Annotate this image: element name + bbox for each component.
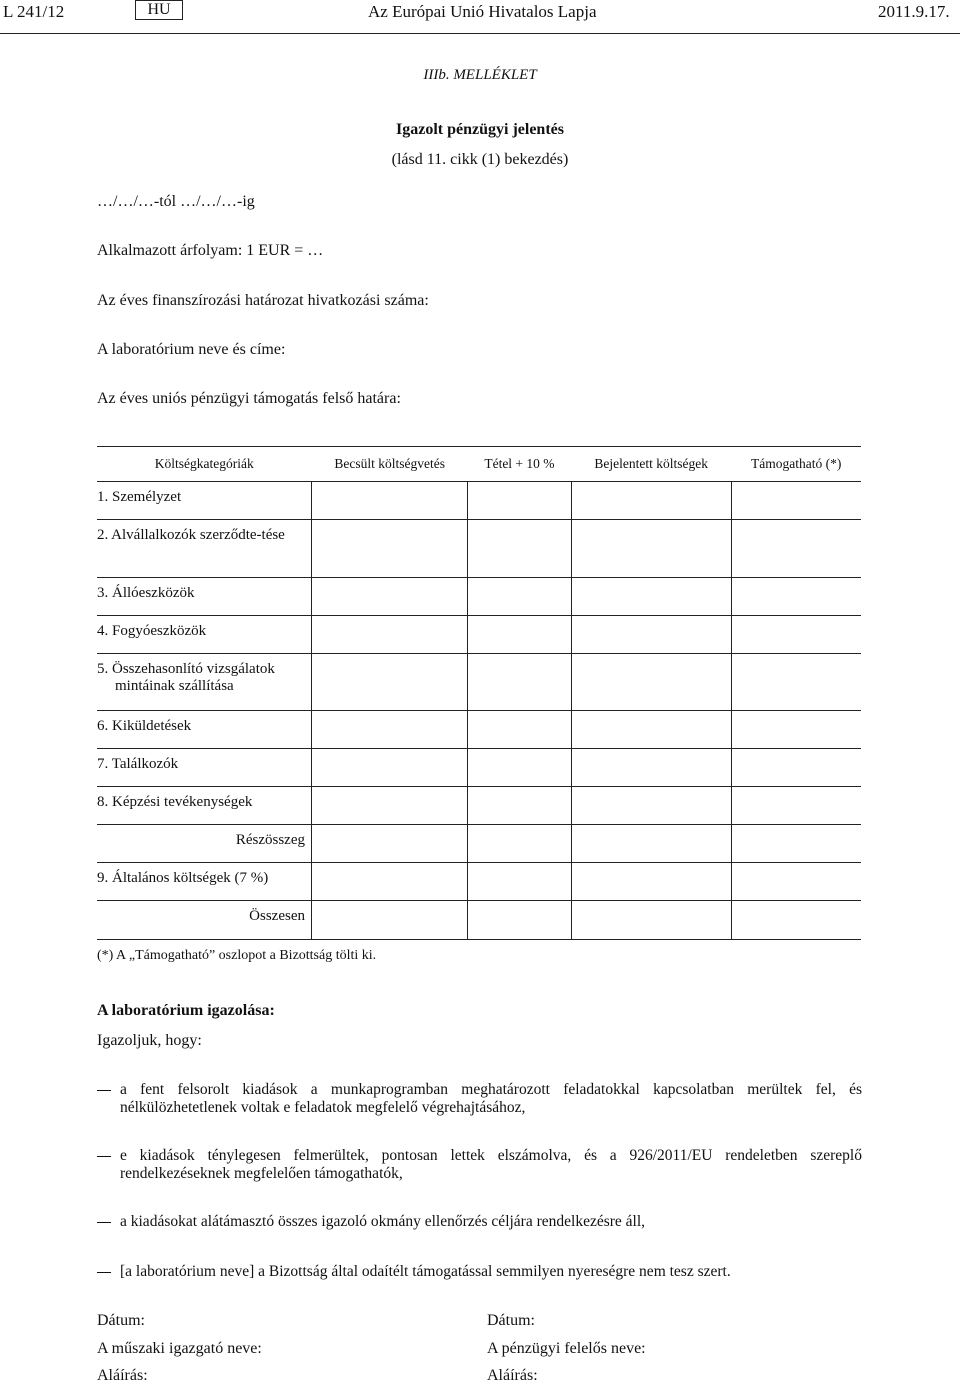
header-rule [0,33,960,34]
certification-item: e kiadások ténylegesen felmerültek, pontosan lettek elszámolva, és a 926/2011/EU rendeletben szereplő rendelkezéseknek megfelelően támogathatók, [120,1147,862,1182]
row-label: 3. Állóeszközök [97,578,312,616]
period-field: …/…/…-tól …/…/…-ig [97,193,255,210]
table-row [97,520,861,578]
table-header-row [97,447,861,482]
right-signature-label: Aláírás: [487,1367,538,1384]
header-cost-categories: Költségkategóriák [97,447,312,482]
left-signature-label: Aláírás: [97,1367,148,1384]
dash-bullet [97,1090,111,1091]
header-declared-costs: Bejelentett költségek [571,447,731,482]
publication-date: 2011.9.17. [878,2,950,21]
table-row [97,749,861,787]
header-estimated-budget: Becsült költségvetés [312,447,468,482]
annex-subtitle: (lásd 11. cikk (1) bekezdés) [391,151,569,168]
certification-item: [a laboratórium neve] a Bizottság által odaítélt támogatással semmilyen nyereségre nem tesz szert. [120,1263,731,1280]
header-item-plus-10: Tétel + 10 % [468,447,571,482]
table-row-subtotal [97,825,861,863]
table-row [97,654,861,711]
row-label: 5. Összehasonlító vizsgálatok mintáinak szállítása [97,661,275,694]
dash-bullet [97,1272,111,1273]
row-label: Összesen [97,901,312,940]
certification-intro: Igazoljuk, hogy: [97,1032,202,1049]
decision-reference-field: Az éves finanszírozási határozat hivatkozási száma: [97,292,429,309]
row-label: 8. Képzési tevékenységek [97,787,312,825]
row-label: 1. Személyzet [97,482,312,520]
certification-item: a fent felsorolt kiadások a munkaprogramban meghatározott feladatokkal kapcsolatban merültek fel, és nélkülözhetetlenek voltak e feladatok megfelelő végrehajtásához, [120,1081,862,1116]
row-label: 6. Kiküldetések [97,711,312,749]
language-badge: HU [135,0,183,20]
exchange-rate-field: Alkalmazott árfolyam: 1 EUR = … [97,242,324,259]
right-date-label: Dátum: [487,1312,535,1329]
row-label: 9. Általános költségek (7 %) [97,863,312,901]
table-row [97,787,861,825]
dash-bullet [97,1222,111,1223]
table-row-total [97,901,861,940]
table-row [97,616,861,654]
cost-table [97,446,861,940]
table-footnote: (*) A „Támogatható” oszlopot a Bizottság tölti ki. [97,948,377,963]
funding-ceiling-field: Az éves uniós pénzügyi támogatás felső határa: [97,390,401,407]
annex-title: Igazolt pénzügyi jelentés [396,121,564,138]
financial-officer-name-label: A pénzügyi felelős neve: [487,1340,646,1357]
certification-item: a kiadásokat alátámasztó összes igazoló okmány ellenőrzés céljára rendelkezésre áll, [120,1213,646,1230]
dash-bullet [97,1156,111,1157]
row-label: 2. Alvállalkozók szerződte-tése [97,527,285,543]
technical-director-name-label: A műszaki igazgató neve: [97,1340,262,1357]
table-row [97,711,861,749]
journal-title: Az Európai Unió Hivatalos Lapja [368,2,597,21]
table-row [97,482,861,520]
page-reference: L 241/12 [3,2,65,21]
annex-label: IIIb. MELLÉKLET [423,67,537,83]
table-row [97,863,861,901]
certification-heading: A laboratórium igazolása: [97,1002,275,1019]
lab-name-field: A laboratórium neve és címe: [97,341,286,358]
left-date-label: Dátum: [97,1312,145,1329]
table-row [97,578,861,616]
row-label: 4. Fogyóeszközök [97,616,312,654]
row-label: 7. Találkozók [97,749,312,787]
row-label: Részösszeg [97,825,312,863]
header-eligible: Támogatható (*) [731,447,861,482]
